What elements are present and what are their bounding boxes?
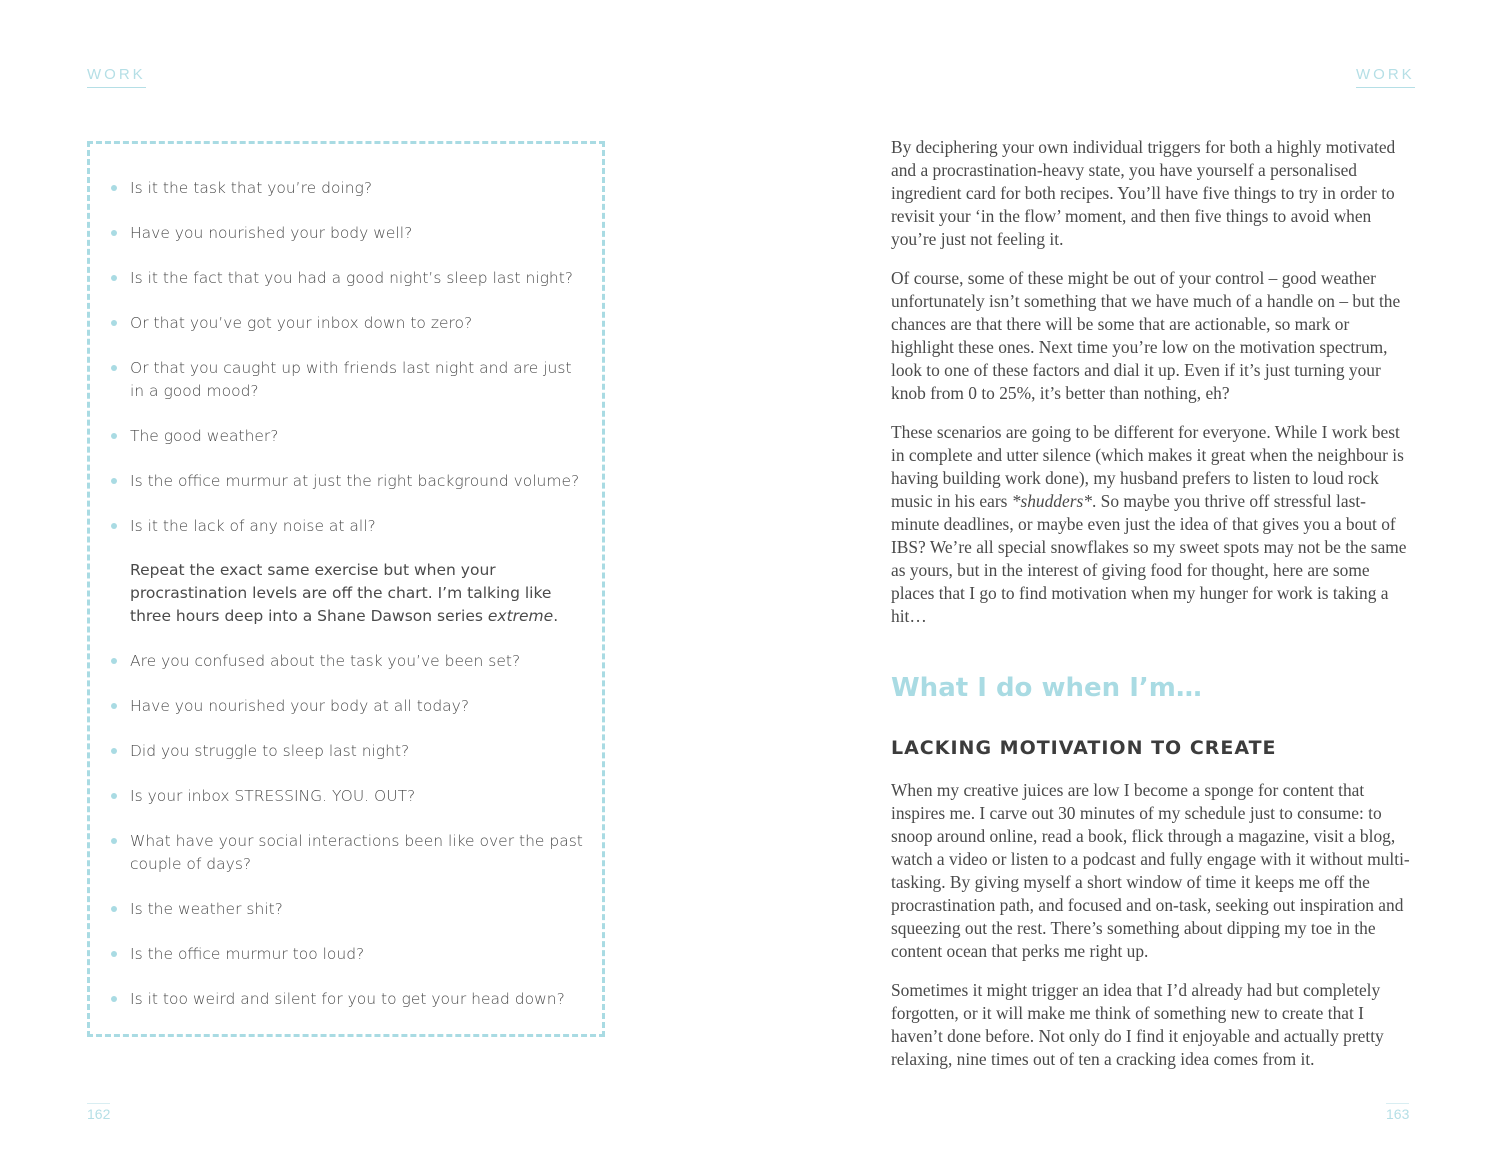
- checklist-box: [87, 141, 605, 1037]
- body-text-bottom: [891, 779, 1413, 1087]
- checklist-item: What have your social interactions been like over the past couple of days?: [130, 832, 583, 873]
- bullet-icon: [111, 996, 117, 1002]
- interlude-end: .: [553, 607, 559, 625]
- checklist-item: Is it the fact that you had a good night’s sleep last night?: [130, 269, 574, 287]
- body-text-top: [891, 136, 1413, 644]
- bullet-icon: [111, 906, 117, 912]
- bullet-icon: [111, 793, 117, 799]
- body-paragraph: Of course, some of these might be out of your control – good weather unfortunately isn’t something that we have much of a handle on – but the chances are that there will be some that are actionable, so mark or highlight these ones. Next time you’re low on the motivation spectrum, look to one of these factors and dial it up. Even if it’s just turning your knob from 0 to 25%, it’s better than nothing, eh?: [891, 268, 1401, 403]
- checklist-item: Is the office murmur too loud?: [130, 945, 365, 963]
- interlude-text: Repeat the exact same exercise but when your procrastination levels are off the chart. I’m talking like three hours deep into a Shane Dawson series: [130, 561, 552, 625]
- page-number-left: 162: [87, 1103, 110, 1122]
- subsection-title: LACKING MOTIVATION TO CREATE: [891, 737, 1277, 759]
- paragraph-text: . So maybe you thrive off stressful last-minute deadlines, or maybe even just the idea of that gives you a bout of IBS? We’re all special snowflakes so my sweet spots may not be the same as yours, but in the interest of giving food for thought, here are some places that I go to find motivation when my hunger for work is taking a hit…: [891, 491, 1407, 626]
- body-paragraph: [891, 421, 1413, 628]
- checklist-interlude: [130, 559, 590, 628]
- checklist-item: Or that you’ve got your inbox down to zero?: [130, 314, 473, 332]
- paragraph-emphasis: *shudders*: [1011, 491, 1092, 511]
- checklist-item: Is it the lack of any noise at all?: [130, 517, 376, 535]
- body-paragraph: Sometimes it might trigger an idea that I’d already had but completely forgotten, or it will make me think of something new to create that I haven’t done before. Not only do I find it enjoyable and actually pretty relaxing, nine times out of ten a cracking idea comes from it.: [891, 980, 1384, 1069]
- bullet-icon: [111, 433, 117, 439]
- bullet-icon: [111, 523, 117, 529]
- bullet-icon: [111, 748, 117, 754]
- bullet-icon: [111, 320, 117, 326]
- checklist-item: Have you nourished your body well?: [130, 224, 413, 242]
- checklist-item: The good weather?: [130, 427, 279, 445]
- running-head-right: WORK: [1356, 66, 1415, 88]
- bullet-icon: [111, 478, 117, 484]
- bullet-icon: [111, 658, 117, 664]
- bullet-icon: [111, 703, 117, 709]
- checklist-item: Or that you caught up with friends last night and are just in a good mood?: [130, 359, 572, 400]
- body-paragraph: By deciphering your own individual triggers for both a highly motivated and a procrastination-heavy state, you have yourself a personalised ingredient card for both recipes. You’ll have five things to try in order to revisit your ‘in the flow’ moment, and then five things to avoid when you’re just not feeling it.: [891, 137, 1396, 249]
- checklist-item: Is the office murmur at just the right background volume?: [130, 472, 580, 490]
- body-paragraph: When my creative juices are low I become a sponge for content that inspires me. I carve out 30 minutes of my schedule just to consume: to snoop around online, read a book, flick through a magazine, visit a blog, watch a video or listen to a podcast and fully engage with it without multi-tasking. By giving myself a short window of time it keeps me off the procrastination path, and focused and on-task, seeking out inspiration and squeezing out the rest. There’s something about dipping my toe in the content ocean that perks me right up.: [891, 780, 1410, 961]
- page-number-right: 163: [1386, 1103, 1409, 1122]
- bullet-icon: [111, 951, 117, 957]
- paragraph-text: These scenarios are going to be different for everyone. While I work best in complete and utter silence (which makes it great when the neighbour is having building work done), my husband prefers to listen to loud rock music in his ears: [891, 422, 1404, 511]
- checklist-item: Is the weather shit?: [130, 900, 283, 918]
- checklist-item: Is it the task that you’re doing?: [130, 179, 373, 197]
- checklist-item: Is it too weird and silent for you to get your head down?: [130, 990, 565, 1008]
- interlude-emphasis: extreme: [487, 607, 554, 625]
- checklist-item: Have you nourished your body at all today?: [130, 697, 470, 715]
- bullet-icon: [111, 365, 117, 371]
- running-head-left: WORK: [87, 66, 146, 88]
- checklist-item: Are you confused about the task you’ve been set?: [130, 652, 521, 670]
- section-title: What I do when I’m…: [891, 673, 1202, 703]
- bullet-icon: [111, 838, 117, 844]
- bullet-icon: [111, 275, 117, 281]
- checklist-item: Is your inbox STRESSING. YOU. OUT?: [130, 787, 416, 805]
- bullet-icon: [111, 230, 117, 236]
- checklist-item: Did you struggle to sleep last night?: [130, 742, 410, 760]
- bullet-icon: [111, 185, 117, 191]
